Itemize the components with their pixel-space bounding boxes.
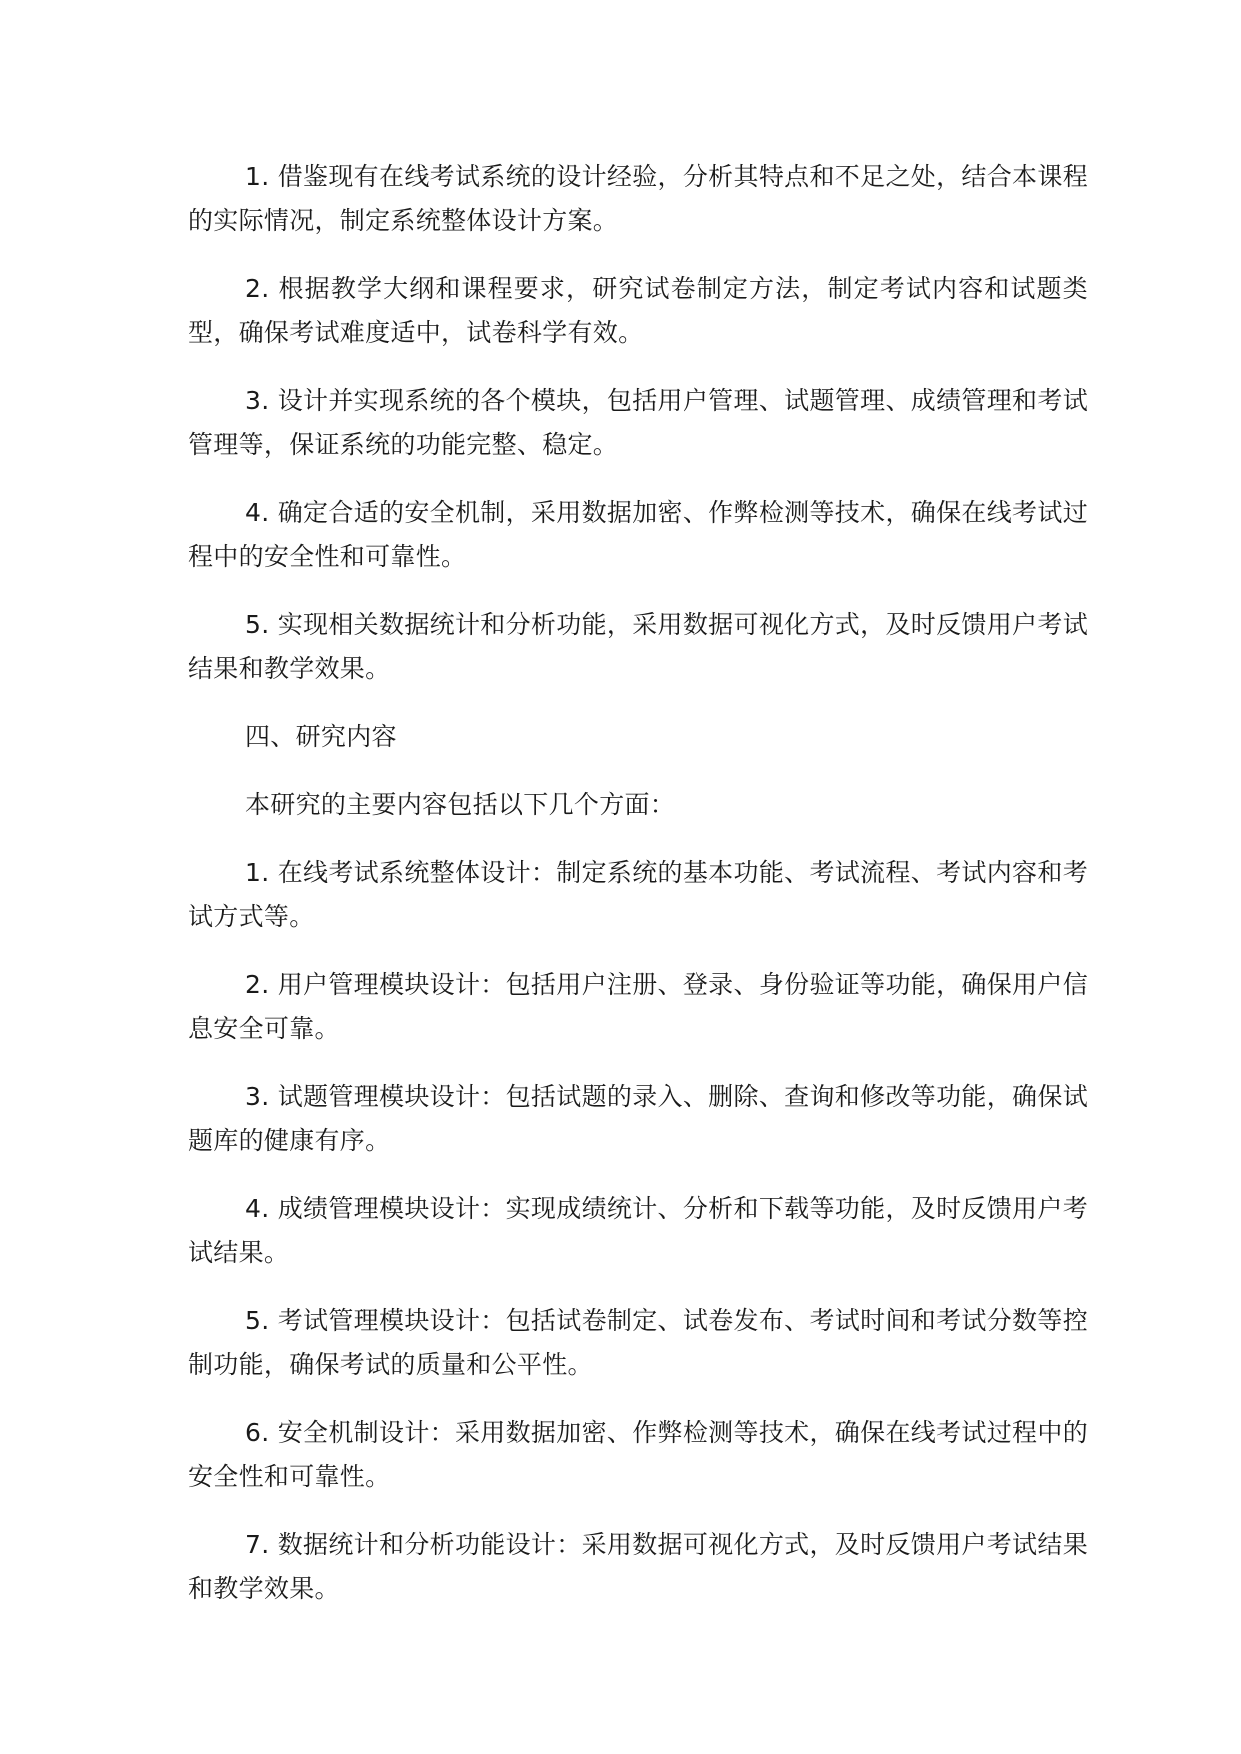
goal-paragraph-5: 5. 实现相关数据统计和分析功能，采用数据可视化方式，及时反馈用户考试结果和教学效果。 xyxy=(188,610,1088,683)
goal-paragraph-4: 4. 确定合适的安全机制，采用数据加密、作弊检测等技术，确保在线考试过程中的安全性和可靠性。 xyxy=(188,498,1088,571)
content-item-3: 3. 试题管理模块设计：包括试题的录入、删除、查询和修改等功能，确保试题库的健康有序。 xyxy=(188,1082,1088,1155)
content-item-4: 4. 成绩管理模块设计：实现成绩统计、分析和下载等功能，及时反馈用户考试结果。 xyxy=(188,1194,1088,1267)
goal-paragraph-3: 3. 设计并实现系统的各个模块，包括用户管理、试题管理、成绩管理和考试管理等，保证系统的功能完整、稳定。 xyxy=(188,386,1088,459)
goal-paragraph-1: 1. 借鉴现有在线考试系统的设计经验，分析其特点和不足之处，结合本课程的实际情况，制定系统整体设计方案。 xyxy=(188,162,1088,235)
goal-paragraph-2: 2. 根据教学大纲和课程要求，研究试卷制定方法，制定考试内容和试题类型，确保考试难度适中，试卷科学有效。 xyxy=(188,274,1088,347)
section-heading: 四、研究内容 xyxy=(245,722,397,751)
section-intro: 本研究的主要内容包括以下几个方面： xyxy=(245,790,676,819)
content-item-7: 7. 数据统计和分析功能设计：采用数据可视化方式，及时反馈用户考试结果和教学效果。 xyxy=(188,1530,1088,1603)
content-item-1: 1. 在线考试系统整体设计：制定系统的基本功能、考试流程、考试内容和考试方式等。 xyxy=(188,858,1088,931)
content-item-5: 5. 考试管理模块设计：包括试卷制定、试卷发布、考试时间和考试分数等控制功能，确保考试的质量和公平性。 xyxy=(188,1306,1088,1379)
content-item-2: 2. 用户管理模块设计：包括用户注册、登录、身份验证等功能，确保用户信息安全可靠。 xyxy=(188,970,1088,1043)
content-item-6: 6. 安全机制设计：采用数据加密、作弊检测等技术，确保在线考试过程中的安全性和可靠性。 xyxy=(188,1418,1088,1491)
document-body xyxy=(188,155,1088,1611)
